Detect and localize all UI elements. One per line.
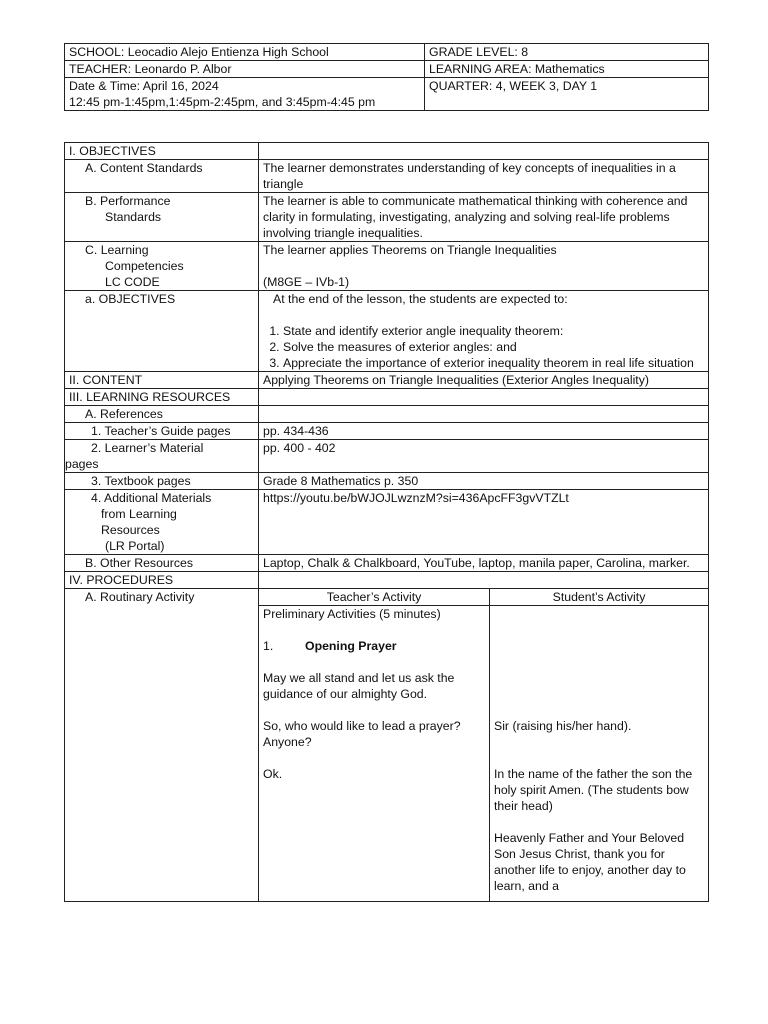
opening-prayer-item: 1. Opening Prayer bbox=[263, 639, 397, 653]
procedures-heading: IV. PROCEDURES bbox=[65, 572, 259, 589]
additional-materials-link[interactable]: https://youtu.be/bWJOJLwznzM?si=436ApcFF3gvVTZLt bbox=[259, 490, 709, 555]
textbook-label: 3. Textbook pages bbox=[65, 473, 259, 490]
content-standards-label: A. Content Standards bbox=[65, 160, 259, 193]
student-line: Heavenly Father and Your Beloved Son Jesus Christ, thank you for another life to enjoy, another day to learn, and a bbox=[494, 831, 686, 893]
teachers-guide-label: 1. Teacher’s Guide pages bbox=[65, 423, 259, 440]
learners-material-label: 2. Learner’s Material pages bbox=[65, 440, 259, 473]
objective-item: 2. Solve the measures of exterior angles: and bbox=[283, 339, 704, 355]
date-time-cell bbox=[65, 78, 425, 111]
school-cell: SCHOOL: Leocadio Alejo Entienza High School bbox=[65, 44, 425, 61]
student-activity-header: Student’s Activity bbox=[490, 589, 709, 606]
learning-area-cell: LEARNING AREA: Mathematics bbox=[425, 61, 709, 78]
performance-standards-text: The learner is able to communicate mathematical thinking with coherence and clarity in formulating, investigating, analyzing and solving real-life problems involving triangle inequalities. bbox=[259, 193, 709, 242]
student-line: Sir (raising his/her hand). bbox=[494, 719, 632, 733]
teacher-activity-cell bbox=[259, 606, 490, 902]
content-heading: II. CONTENT bbox=[65, 372, 259, 389]
lc-code: (M8GE – IVb-1) bbox=[263, 275, 350, 289]
header-table bbox=[64, 43, 709, 111]
other-resources-label: B. Other Resources bbox=[65, 555, 259, 572]
objective-item: 1. State and identify exterior angle inequality theorem: bbox=[283, 323, 704, 339]
date-time-line1: Date & Time: April 16, 2024 bbox=[69, 79, 219, 93]
textbook-value: Grade 8 Mathematics p. 350 bbox=[259, 473, 709, 490]
learning-competencies-text: The learner applies Theorems on Triangle Inequalities (M8GE – IVb-1) bbox=[259, 242, 709, 291]
performance-standards-label: B. Performance Standards bbox=[65, 193, 259, 242]
learning-resources-heading: III. LEARNING RESOURCES bbox=[65, 389, 259, 406]
additional-materials-label: 4. Additional Materials from Learning Resources (LR Portal) bbox=[65, 490, 259, 555]
teacher-line: Ok. bbox=[263, 767, 283, 781]
preliminary-activities: Preliminary Activities (5 minutes) bbox=[263, 607, 441, 621]
learners-material-value: pp. 400 - 402 bbox=[259, 440, 709, 473]
date-time-line2: 12:45 pm-1:45pm,1:45pm-2:45pm, and 3:45pm-4:45 pm bbox=[69, 95, 376, 109]
objective-item: 3. Appreciate the importance of exterior inequality theorem in real life situation bbox=[283, 355, 704, 371]
student-line: In the name of the father the son the holy spirit Amen. (The students bow their head) bbox=[494, 767, 693, 813]
teacher-line: May we all stand and let us ask the guidance of our almighty God. bbox=[263, 671, 455, 701]
objectives-list-cell: At the end of the lesson, the students are expected to: 1. State and identify exterior angle inequality theorem: 2. Solve the measures of exterior angles: and 3. Appreciate the importance of exterior inequality theorem in real life situation bbox=[259, 291, 709, 372]
content-standards-text: The learner demonstrates understanding of key concepts of inequalities in a triangle bbox=[259, 160, 709, 193]
learning-competencies-label: C. Learning Competencies LC CODE bbox=[65, 242, 259, 291]
teacher-line: So, who would like to lead a prayer? Anyone? bbox=[263, 719, 461, 749]
objectives-list bbox=[263, 323, 704, 371]
objectives-heading: I. OBJECTIVES bbox=[65, 143, 259, 160]
teachers-guide-value: pp. 434-436 bbox=[259, 423, 709, 440]
lesson-plan-table bbox=[64, 142, 709, 902]
teacher-cell: TEACHER: Leonardo P. Albor bbox=[65, 61, 425, 78]
student-activity-cell bbox=[490, 606, 709, 902]
routinary-activity-label: A. Routinary Activity bbox=[65, 589, 259, 606]
other-resources-value: Laptop, Chalk & Chalkboard, YouTube, laptop, manila paper, Carolina, marker. bbox=[259, 555, 709, 572]
quarter-cell: QUARTER: 4, WEEK 3, DAY 1 bbox=[425, 78, 709, 111]
content-text: Applying Theorems on Triangle Inequalities (Exterior Angles Inequality) bbox=[259, 372, 709, 389]
grade-level-cell: GRADE LEVEL: 8 bbox=[425, 44, 709, 61]
references-label: A. References bbox=[65, 406, 259, 423]
teacher-activity-header: Teacher’s Activity bbox=[259, 589, 490, 606]
objectives-label: a. OBJECTIVES bbox=[65, 291, 259, 372]
